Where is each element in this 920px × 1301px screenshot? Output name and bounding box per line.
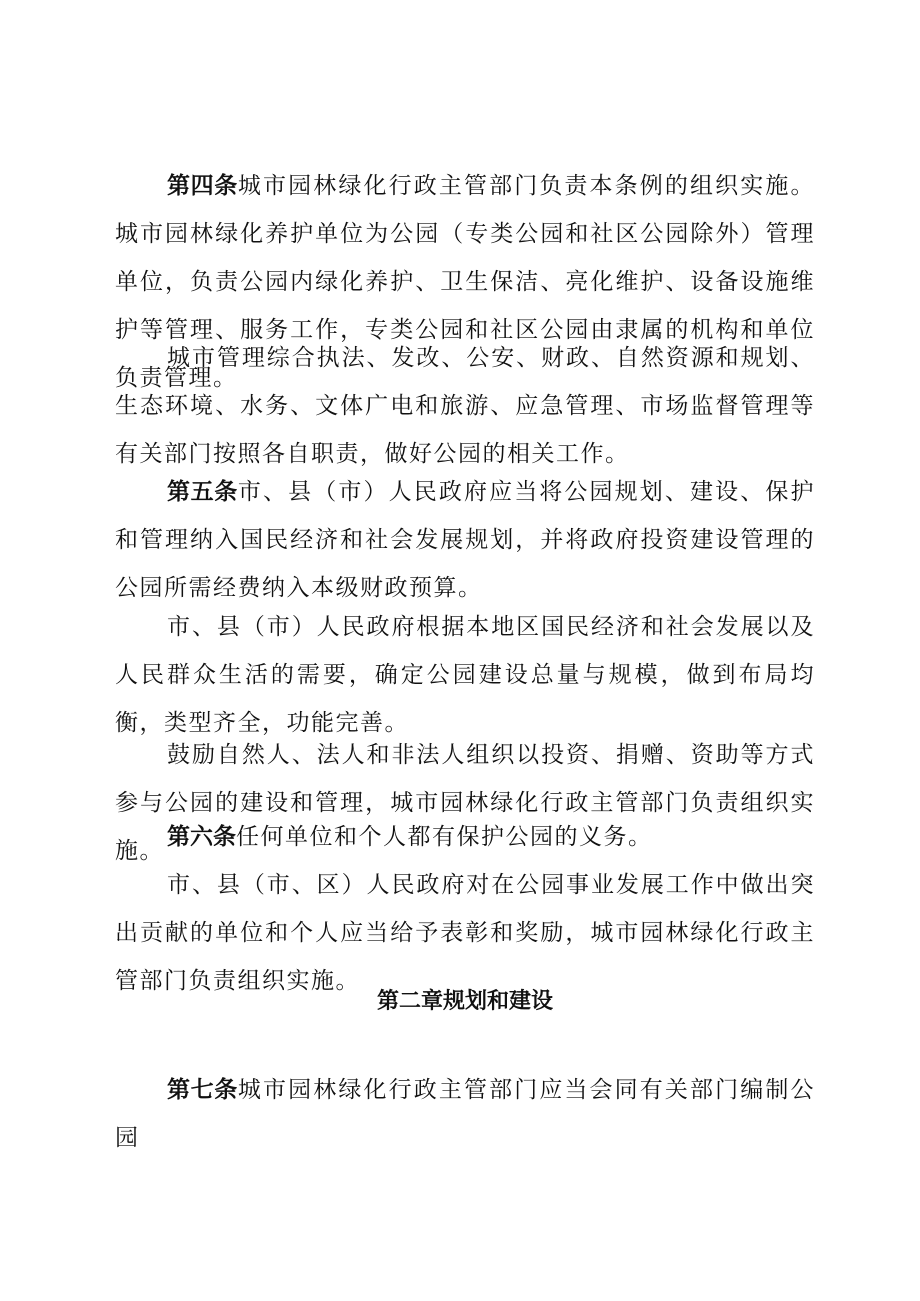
- article-5-paragraph-2: [115, 603, 815, 747]
- article-5-text: 市、县（市）人民政府应当将公园规划、建设、保护和管理纳入国民经济和社会发展规划，并将政府投资建设管理的公园所需经费纳入本级财政预算。: [115, 479, 816, 601]
- article-5-paragraph: [115, 468, 815, 612]
- article-6-text-2: 市、县（市、区）人民政府对在公园事业发展工作中做出突出贡献的单位和个人应当给予表彰和奖励，城市园林绿化行政主管部门负责组织实施。: [115, 872, 815, 994]
- article-4-text: 城市园林绿化行政主管部门负责本条例的组织实施。城市园林绿化养护单位为公园（专类公园和社区公园除外）管理单位，负责公园内绿化养护、卫生保洁、亮化维护、设备设施维护等管理、服务工作，专类公园和社区公园由隶属的机构和单位负责管理。: [115, 173, 816, 391]
- article-5-text-2: 市、县（市）人民政府根据本地区国民经济和社会发展以及人民群众生活的需要，确定公园建设总量与规模，做到布局均衡，类型齐全，功能完善。: [115, 614, 815, 736]
- article-4-label: 第四条: [167, 173, 238, 199]
- article-7-label: 第七条: [167, 1077, 238, 1103]
- article-5-label: 第五条: [167, 479, 238, 505]
- article-4-text-2: 城市管理综合执法、发改、公安、财政、自然资源和规划、生态环境、水务、文体广电和旅游、应急管理、市场监督管理等有关部门按照各自职责，做好公园的相关工作。: [115, 345, 815, 467]
- article-6-paragraph: [115, 813, 815, 861]
- article-7-paragraph: [115, 1066, 815, 1162]
- article-7-text: 城市园林绿化行政主管部门应当会同有关部门编制公园: [115, 1077, 816, 1151]
- article-6-label: 第六条: [167, 824, 236, 850]
- article-5-text-3: 鼓励自然人、法人和非法人组织以投资、捐赠、资助等方式参与公园的建设和管理，城市园林绿化行政主管部门负责组织实施。: [115, 742, 815, 864]
- article-4-paragraph-2: [115, 334, 815, 478]
- article-6-text: 任何单位和个人都有保护公园的义务。: [236, 824, 653, 850]
- chapter-heading: 第二章规划和建设: [376, 989, 553, 1014]
